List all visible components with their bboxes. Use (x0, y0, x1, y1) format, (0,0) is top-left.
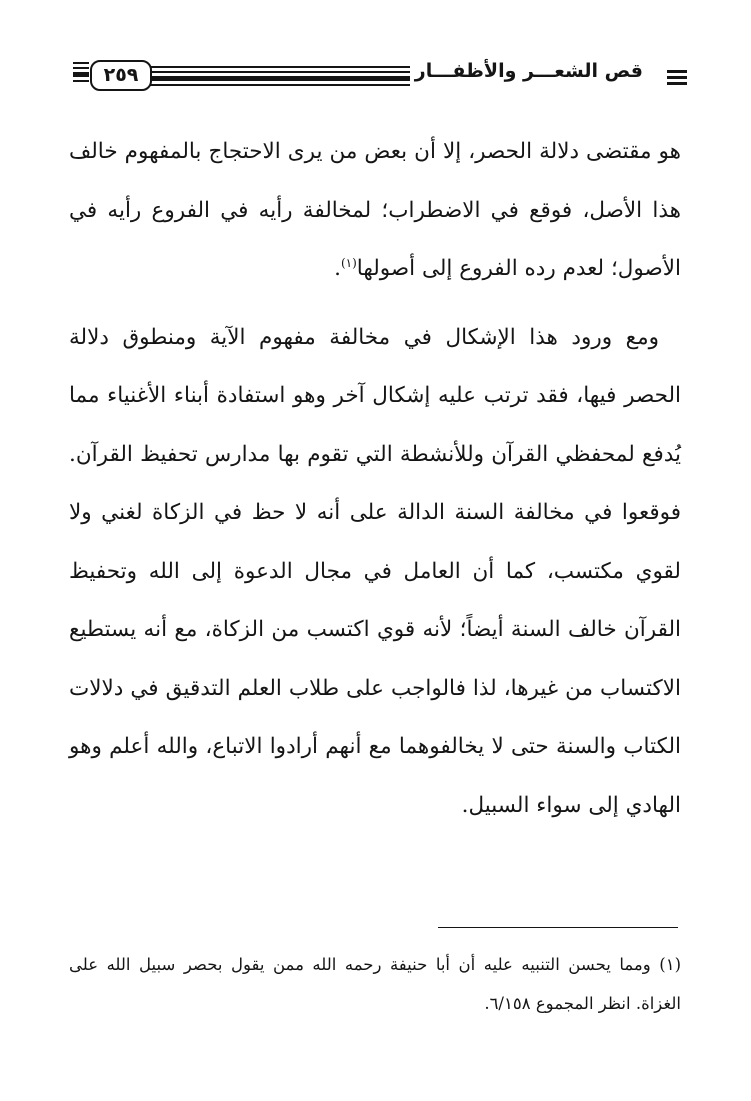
header-ornament-left (73, 62, 89, 86)
footnote-divider (438, 927, 678, 928)
running-title: قص الشعـــر والأظفـــار (414, 60, 643, 82)
footnote (69, 945, 681, 1023)
header-ornament-right (667, 70, 687, 86)
page-header (0, 0, 751, 100)
paragraph: ومع ورود هذا الإشكال في مخالفة مفهوم الآية ومنطوق دلالة الحصر فيها، فقد ترتب عليه إشكال آخر وهو استفادة أبناء الأغنياء مما يُدفع لمحفظي القرآن وللأنشطة التي تقوم بها مدارس تحفيظ القرآن. فوقعوا في مخالفة السنة الدالة على أنه لا حظ في الزكاة لغني ولا لقوي مكتسب، كما أن العامل في مجال الدعوة إلى الله وتحفيظ القرآن خالف السنة أيضاً؛ لأنه قوي اكتسب من الزكاة، مع أنه يستطيع الاكتساب من غيرها، لذا فالواجب على طلاب العلم التدقيق في دلالات الكتاب والسنة حتى لا يخالفوهما مع أنهم أرادوا الاتباع، والله أعلم وهو الهادي إلى سواء السبيل. (69, 324, 681, 818)
footnote-text: (١) ومما يحسن التنبيه عليه أن أبا حنيفة رحمه الله ممن يقول بحصر سبيل الله على الغزاة. انظر المجموع ٦/١٥٨. (69, 955, 681, 1013)
page-number: ٢٥٩ (90, 60, 152, 91)
main-text (69, 123, 681, 835)
footnote-marker: (١) (340, 255, 357, 270)
paragraph: هو مقتضى دلالة الحصر، إلا أن بعض من يرى الاحتجاج بالمفهوم خالف هذا الأصل، فوقع في الاضطراب؛ لمخالفة رأيه في الفروع رأيه في الأصول؛ لعدم رده الفروع إلى أصولها$^{(١)}$. (69, 139, 681, 281)
header-rule (150, 66, 410, 86)
